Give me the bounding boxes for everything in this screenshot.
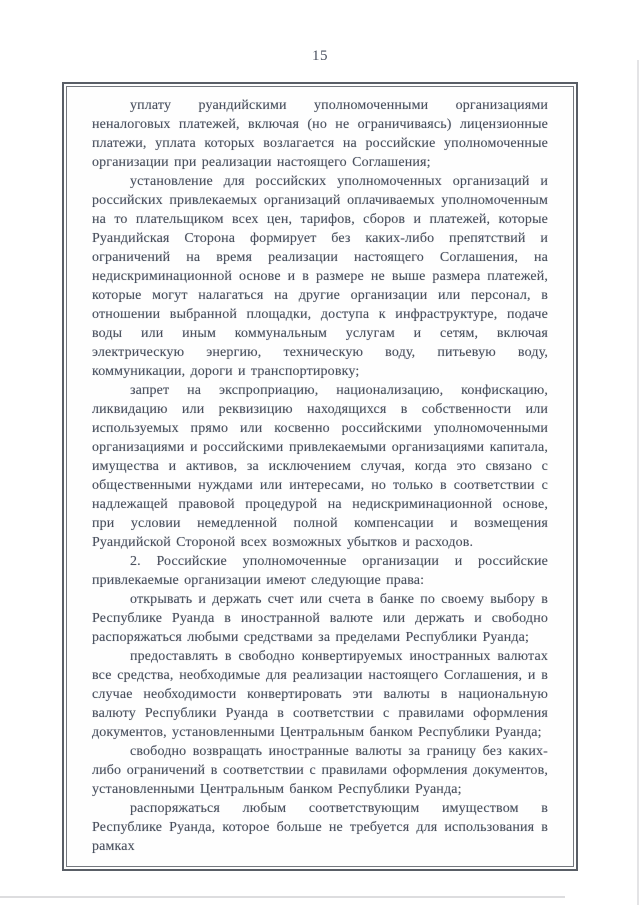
document-paragraph: предоставлять в свободно конвертируемых иностранных валютах все средства, необходимые для реализации настоящего Соглашения, и в случае необходимости конвертировать эти валюты в национальную валюту Республики Руанда в соответствии с правилами оформления документов, установленными Центральным банком Республики Руанда; (92, 649, 548, 740)
document-paragraph: 2. Российские уполномоченные организации и российские привлекаемые организации имеют следующие права: (92, 554, 548, 588)
scan-page-edge-shadow-bottom (0, 896, 565, 898)
document-paragraph: уплату руандийскими уполномоченными организациями неналоговых платежей, включая (но не ограничиваясь) лицензионные платежи, уплата которых возлагается на российские уполномоченные организации при реализации настоящего Соглашения; (92, 98, 548, 170)
document-paragraph: установление для российских уполномоченных организаций и российских привлекаемых организаций оплачиваемых уполномоченным на то плательщиком всех цен, тарифов, сборов и платежей, которые Руандийская Сторона формирует без каких-либо препятствий и ограничений на время реализации настоящего Соглашения, на недискриминационной основе и в размере не выше размера платежей, которые могут налагаться на другие организации или персонал, в отношении выбранной площадки, доступа к инфраструктуре, подаче воды или иным коммунальным услугам и сетям, включая электрическую энергию, техническую воду, питьевую воду, коммуникации, дороги и транспортировку; (92, 174, 548, 379)
document-paragraph: запрет на экспроприацию, национализацию, конфискацию, ликвидацию или реквизицию находящихся в собственности или используемых прямо или косвенно российскими уполномоченными организациями и российскими привлекаемыми организациями капитала, имущества и активов, за исключением случая, когда это связано с общественными нуждами или интересами, но только в соответствии с надлежащей правовой процедурой на недискриминационной основе, при условии немедленной полной компенсации и возмещения Руандийской Стороной всех возможных убытков и расходов. (92, 383, 548, 550)
page-border-frame-inner (66, 86, 574, 867)
document-paragraph: распоряжаться любым соответствующим имуществом в Республике Руанда, которое больше не требуется для использования в рамках (92, 801, 548, 854)
document-paragraph: свободно возвращать иностранные валюты за границу без каких-либо ограничений в соответствии с правилами оформления документов, установленными Центральным банком Республики Руанда; (92, 744, 548, 797)
page-number: 15 (312, 48, 328, 64)
scan-page-edge-shadow-right (637, 60, 639, 905)
document-body (92, 96, 548, 856)
page-border-frame (62, 82, 578, 871)
document-paragraph: открывать и держать счет или счета в банке по своему выбору в Республике Руанда в иностранной валюте или держать и свободно распоряжаться любыми средствами за пределами Республики Руанда; (92, 592, 548, 645)
